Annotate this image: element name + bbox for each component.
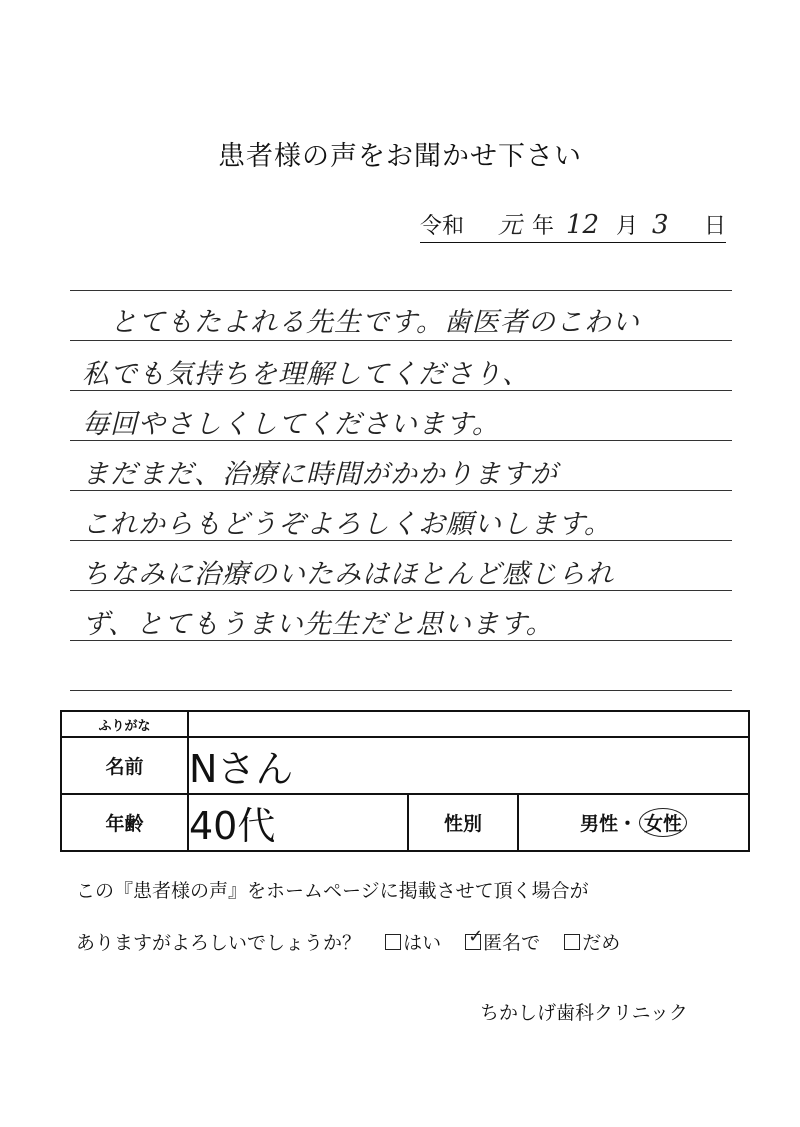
name-label: 名前 — [61, 737, 188, 794]
gender-separator: ・ — [618, 813, 638, 835]
age-label: 年齢 — [61, 794, 188, 851]
page-title: 患者様の声をお聞かせ下さい — [218, 141, 582, 172]
date-month-value: 12 — [566, 210, 600, 240]
checkbox-yes[interactable] — [385, 934, 401, 950]
checkbox-no[interactable] — [564, 934, 580, 950]
gender-label: 性別 — [408, 794, 518, 851]
date-era: 令和 — [420, 214, 465, 239]
check-mark-icon: ✓ — [468, 926, 484, 947]
comment-line: まだまだ、治療に時間がかかりますが — [82, 459, 558, 490]
date-day-unit: 日 — [704, 214, 727, 239]
consent-question-line-2: ありますがよろしいでしょうか？ — [76, 932, 362, 954]
furigana-label: ふりがな — [61, 711, 188, 737]
furigana-row — [61, 711, 749, 737]
ruled-line — [70, 340, 732, 341]
name-row — [61, 737, 749, 794]
comment-line: ず、とてもうまい先生だと思います。 — [82, 609, 554, 640]
date-month-unit: 月 — [616, 214, 639, 239]
consent-option-anonymous[interactable] — [465, 928, 540, 955]
comment-line: とてもたよれる先生です。歯医者のこわい — [110, 307, 640, 338]
comment-line: これからもどうぞよろしくお願いします。 — [82, 509, 612, 540]
ruled-line — [70, 690, 732, 691]
date-field — [420, 210, 726, 243]
date-year-unit: 年 — [532, 214, 555, 239]
date-year-value: 元 — [498, 211, 522, 239]
consent-option-anonymous-label: 匿名で — [483, 932, 541, 954]
checkbox-anonymous[interactable] — [465, 926, 484, 950]
consent-option-yes[interactable] — [385, 928, 441, 955]
comment-line: ちなみに治療のいたみはほとんど感じられ — [82, 559, 614, 590]
name-field[interactable]: Nさん — [188, 737, 749, 794]
comment-line: 毎回やさしくしてくださいます。 — [82, 409, 500, 440]
ruled-line — [70, 290, 732, 291]
consent-option-yes-label: はい — [403, 932, 442, 954]
gender-male-option[interactable]: 男性 — [579, 813, 618, 835]
gender-female-option[interactable]: 女性 — [639, 808, 687, 837]
gender-field[interactable] — [518, 794, 749, 851]
consent-question-row — [76, 928, 620, 955]
consent-option-no-label: だめ — [582, 932, 621, 954]
consent-question-line-1: この『患者様の声』をホームページに掲載させて頂く場合が — [76, 880, 589, 902]
consent-option-no[interactable] — [564, 928, 620, 955]
date-day-value: 3 — [652, 210, 669, 240]
furigana-field[interactable] — [188, 711, 749, 737]
age-gender-row — [61, 794, 749, 851]
patient-info-table — [60, 710, 750, 852]
clinic-name: ちかしげ歯科クリニック — [480, 1002, 688, 1024]
age-field[interactable]: 40代 — [188, 794, 408, 851]
comment-line: 私でも気持ちを理解してくださり、 — [82, 359, 530, 390]
